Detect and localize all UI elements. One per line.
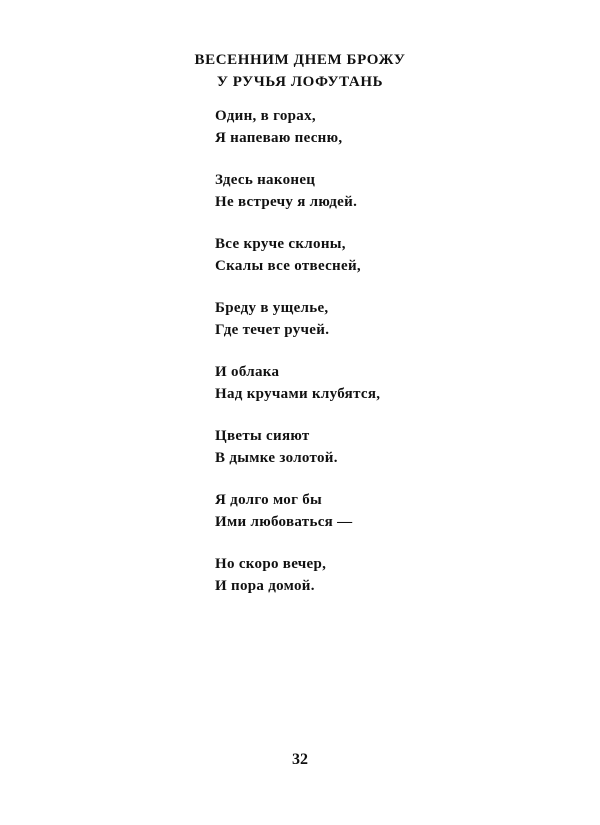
- poem-line: И облака: [215, 364, 280, 380]
- stanza-6: [215, 425, 545, 469]
- poem-line: Здесь наконец: [215, 172, 316, 188]
- stanza-4: [215, 297, 545, 341]
- poem-line: Но скоро вечер,: [215, 556, 327, 572]
- stanza-1: [215, 105, 545, 149]
- stanza-2: [215, 169, 545, 213]
- stanza-8: [215, 553, 545, 597]
- poem-body: [215, 105, 545, 617]
- poem-line: В дымке золотой.: [215, 450, 338, 466]
- poem-line: И пора домой.: [215, 578, 315, 594]
- poem-line: Бреду в ущелье,: [215, 300, 329, 316]
- poem-title-line-2: У РУЧЬЯ ЛОФУТАНЬ: [216, 74, 384, 90]
- poem-line: Цветы сияют: [215, 428, 310, 444]
- stanza-5: [215, 361, 545, 405]
- poem-line: Не встречу я людей.: [215, 194, 358, 210]
- poem-line: Над кручами клубятся,: [215, 386, 381, 402]
- poem-line: Я долго мог бы: [215, 492, 323, 508]
- poem-line: Где течет ручей.: [215, 322, 330, 338]
- stanza-3: [215, 233, 545, 277]
- poem-line: Все круче склоны,: [215, 236, 346, 252]
- poem-title-line-1: ВЕСЕННИМ ДНЕМ БРОЖУ: [194, 52, 406, 68]
- poem-line: Я напеваю песню,: [215, 130, 343, 146]
- stanza-7: [215, 489, 545, 533]
- poem-line: Один, в горах,: [215, 108, 316, 124]
- poem-line: Ими любоваться —: [215, 514, 353, 530]
- page-number: 32: [292, 751, 308, 768]
- poem-line: Скалы все отвесней,: [215, 258, 361, 274]
